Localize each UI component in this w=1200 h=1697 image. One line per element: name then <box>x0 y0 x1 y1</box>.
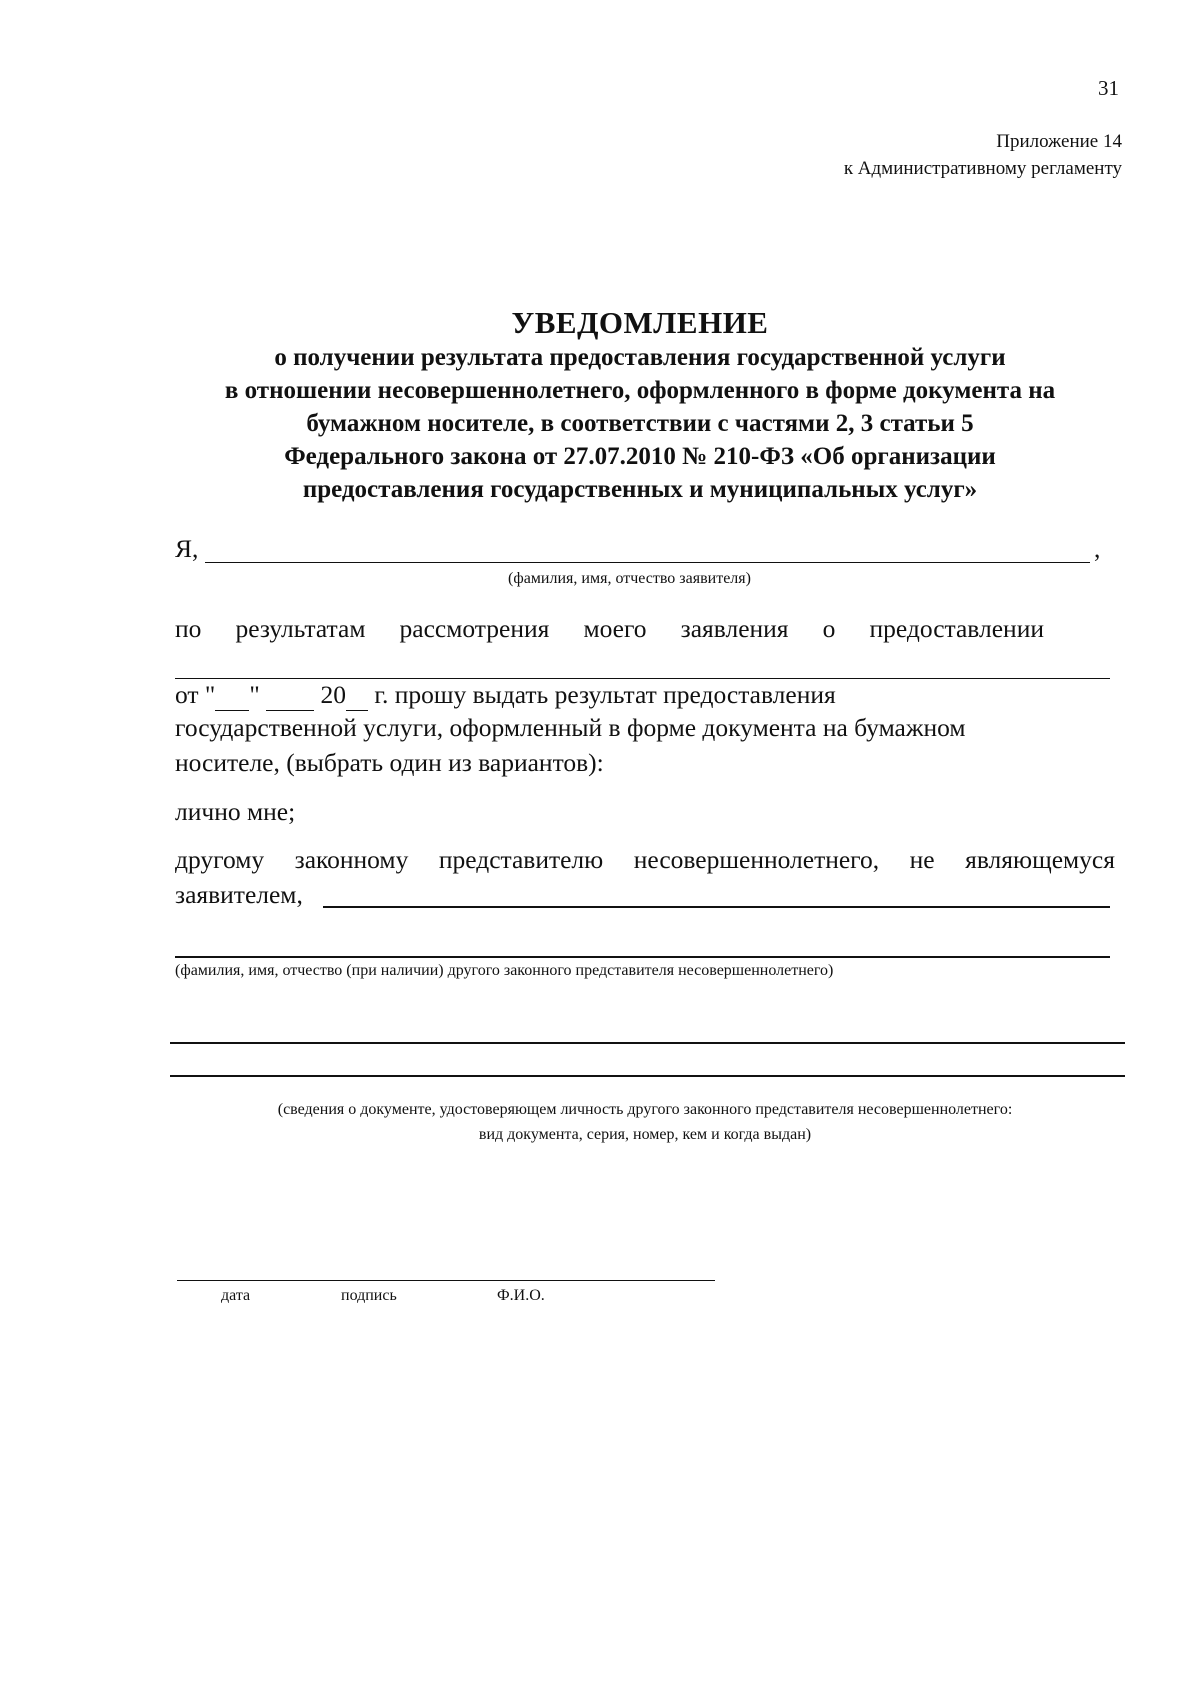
year-field[interactable] <box>346 680 368 711</box>
request-word: результатам <box>235 614 366 643</box>
request-word: заявления <box>680 614 789 643</box>
representative-name-field-2[interactable] <box>175 956 1110 958</box>
option-word: несовершеннолетнего, <box>633 845 880 874</box>
request-word: моего <box>583 614 647 643</box>
subtitle-line-1: о получении результата предоставления государственной услуги <box>274 344 1006 371</box>
body-line-3: носителе, (выбрать один из вариантов): <box>175 748 604 777</box>
option-word: являющемуся <box>965 845 1115 874</box>
appendix-header <box>844 128 1122 182</box>
date-quote-close: " <box>249 680 260 709</box>
signature-sign-label: подпись <box>341 1287 397 1304</box>
representative-hint: (фамилия, имя, отчество (при наличии) другого законного представителя несовершеннолетнего) <box>175 962 834 979</box>
request-word: рассмотрения <box>399 614 550 643</box>
request-word: по <box>175 614 202 643</box>
subtitle-line-5: предоставления государственных и муниципальных услуг» <box>302 476 978 503</box>
document-info-hint-line-2: вид документа, серия, номер, кем и когда выдан) <box>478 1126 812 1143</box>
day-field[interactable] <box>215 680 249 711</box>
option-word: законному <box>294 845 409 874</box>
service-name-field[interactable] <box>175 678 1110 679</box>
request-word: предоставлении <box>869 614 1044 643</box>
subtitle-line-2: в отношении несовершеннолетнего, оформленного в форме документа на <box>224 377 1056 404</box>
document-title-block <box>150 304 1130 506</box>
body-line-2: государственной услуги, оформленный в форме документа на бумажном <box>175 713 966 742</box>
option-representative-line <box>175 845 1115 875</box>
request-line <box>175 614 1044 644</box>
page-number: 31 <box>1098 76 1119 100</box>
date-line-rest: г. прошу выдать результат предоставления <box>374 680 836 709</box>
date-from-label: от " <box>175 680 216 709</box>
applicant-hint: (фамилия, имя, отчество заявителя) <box>508 570 751 587</box>
appendix-line-2: к Административному регламенту <box>843 158 1122 179</box>
option-word: другому <box>175 845 265 874</box>
option-word: не <box>909 845 935 874</box>
document-info-field-1[interactable] <box>170 1042 1125 1044</box>
document-info-hint <box>150 1097 1140 1147</box>
date-line <box>175 680 836 711</box>
signature-date-label: дата <box>221 1287 251 1304</box>
document-info-field-2[interactable] <box>170 1075 1125 1077</box>
representative-name-field[interactable] <box>323 906 1110 908</box>
option-representative-line-2: заявителем, <box>175 880 303 909</box>
appendix-line-1: Приложение 14 <box>996 131 1122 152</box>
month-field[interactable] <box>266 680 314 711</box>
year-prefix: 20 <box>320 680 347 709</box>
option-word: представителю <box>438 845 604 874</box>
signature-fio-label: Ф.И.О. <box>497 1287 545 1304</box>
applicant-suffix: , <box>1094 534 1101 563</box>
subtitle-line-4: Федерального закона от 27.07.2010 № 210-ФЗ «Об организации <box>284 443 996 470</box>
document-info-hint-line-1: (сведения о документе, удостоверяющем личность другого законного представителя несовершеннолетнего: <box>277 1101 1013 1118</box>
applicant-prefix: Я, <box>175 534 199 563</box>
option-personal: лично мне; <box>175 797 296 826</box>
request-word: о <box>822 614 836 643</box>
document-title: УВЕДОМЛЕНИЕ <box>511 305 769 340</box>
subtitle-line-3: бумажном носителе, в соответствии с частями 2, 3 статьи 5 <box>306 410 974 437</box>
signature-field[interactable] <box>177 1280 715 1281</box>
applicant-name-field[interactable] <box>205 562 1090 563</box>
